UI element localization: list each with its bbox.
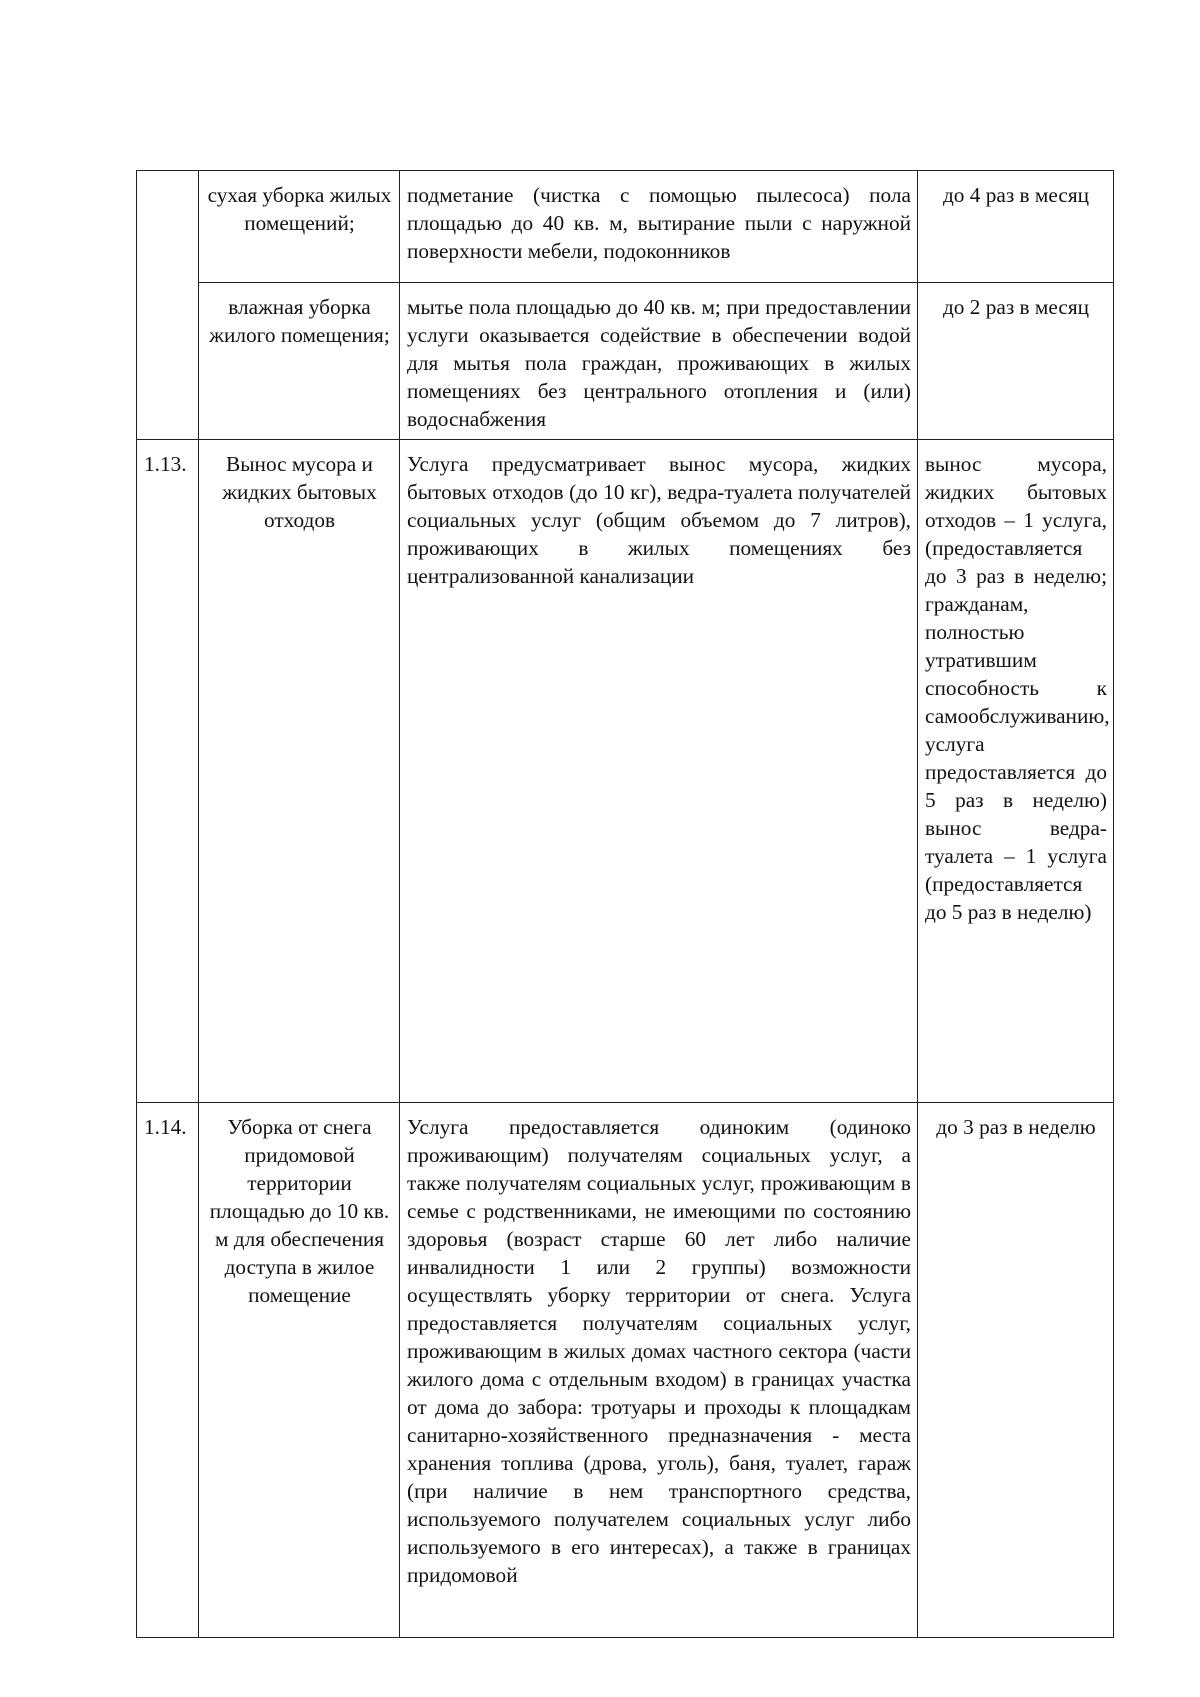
service-name-cell: сухая уборка жилых помещений; (199, 171, 400, 283)
table-row (137, 171, 1114, 283)
table-row (137, 1103, 1114, 1638)
service-name-cell: Вынос мусора и жидких бытовых отходов (199, 440, 400, 1103)
row-number-cell: 1.14. (137, 1103, 199, 1638)
services-table (136, 170, 1114, 1638)
service-name-cell: Уборка от снега придомовой территории площадью до 10 кв. м для обеспечения доступа в жилое помещение (199, 1103, 400, 1638)
service-name-cell: влажная уборка жилого помещения; (199, 283, 400, 440)
service-description-cell: мытье пола площадью до 40 кв. м; при предоставлении услуги оказывается содействие в обеспечении водой для мытья пола граждан, проживающих в жилых помещениях без центрального отопления и (или) водоснабжения (400, 283, 918, 440)
service-frequency-cell: до 2 раз в месяц (918, 283, 1114, 440)
service-description-cell: Услуга предусматривает вынос мусора, жидких бытовых отходов (до 10 кг), ведра-туалета получателей социальных услуг (общим объемом до 7 литров), проживающих в жилых помещениях без централизованной канализации (400, 440, 918, 1103)
service-frequency-cell: до 3 раз в неделю (918, 1103, 1114, 1638)
table-row (137, 440, 1114, 1103)
service-description-cell: Услуга предоставляется одиноким (одиноко проживающим) получателям социальных услуг, а также получателям социальных услуг, проживающим в семье с родственниками, не имеющими по состоянию здоровья (возраст старше 60 лет либо наличие инвалидности 1 или 2 группы) возможности осуществлять уборку территории от снега. Услуга предоставляется получателям социальных услуг, проживающим в жилых домах частного сектора (части жилого дома с отдельным входом) в границах участка от дома до забора: тротуары и проходы к площадкам санитарно-хозяйственного предназначения - места хранения топлива (дрова, уголь), баня, туалет, гараж (при наличие в нем транспортного средства, используемого получателем социальных услуг либо используемого в его интересах), а также в границах придомовой (400, 1103, 918, 1638)
row-number-cell: 1.13. (137, 440, 199, 1103)
service-frequency-cell: вынос мусора, жидких бытовых отходов – 1 услуга, (предоставляется до 3 раз в неделю; гражданам, полностью утратившим способность к самообслуживанию, услуга предоставляется до 5 раз в неделю) вынос ведра-туалета – 1 услуга (предоставляется до 5 раз в неделю) (918, 440, 1114, 1103)
service-description-cell: подметание (чистка с помощью пылесоса) пола площадью до 40 кв. м, вытирание пыли с наружной поверхности мебели, подоконников (400, 171, 918, 283)
row-number-cell (137, 171, 199, 440)
service-frequency-cell: до 4 раз в месяц (918, 171, 1114, 283)
table-row (137, 283, 1114, 440)
